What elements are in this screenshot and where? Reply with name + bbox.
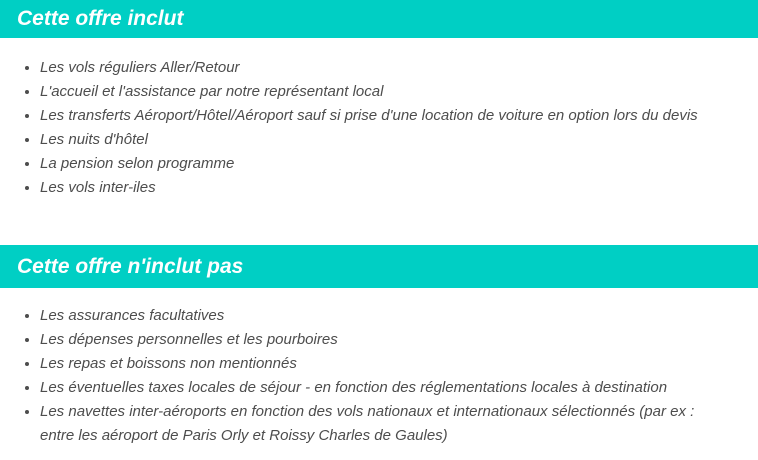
list-item: • Les navettes inter-aéroports en fonction des vols nationaux et internationaux sélectionnés (par ex : entre les aéroport de Paris Orly et Roissy Charles de Gaules)	[40, 400, 730, 448]
section-title: Cette offre n'inclut pas	[17, 254, 244, 278]
list-item: • Les repas et boissons non mentionnés	[40, 352, 730, 376]
list-item: • Les vols inter-iles	[40, 176, 730, 200]
section-header-not-included	[0, 245, 758, 288]
list-item: • Les nuits d'hôtel	[40, 128, 730, 152]
section-title: Cette offre inclut	[17, 7, 184, 30]
list-item: • Les assurances facultatives	[40, 304, 730, 328]
list-item: • L'accueil et l'assistance par notre représentant local	[40, 80, 730, 104]
list-item: • Les dépenses personnelles et les pourboires	[40, 328, 730, 352]
list-item: • Les vols réguliers Aller/Retour	[40, 56, 730, 80]
list-item: • Les transferts Aéroport/Hôtel/Aéroport sauf si prise d'une location de voiture en option lors du devis	[40, 104, 730, 128]
included-list	[0, 56, 758, 200]
list-item: • Les éventuelles taxes locales de séjour - en fonction des réglementations locales à destination	[40, 376, 730, 400]
list-item: • La pension selon programme	[40, 152, 730, 176]
offer-included-section	[0, 0, 758, 200]
offer-not-included-section	[0, 245, 758, 448]
not-included-list	[0, 304, 758, 448]
section-header-included	[0, 0, 758, 38]
